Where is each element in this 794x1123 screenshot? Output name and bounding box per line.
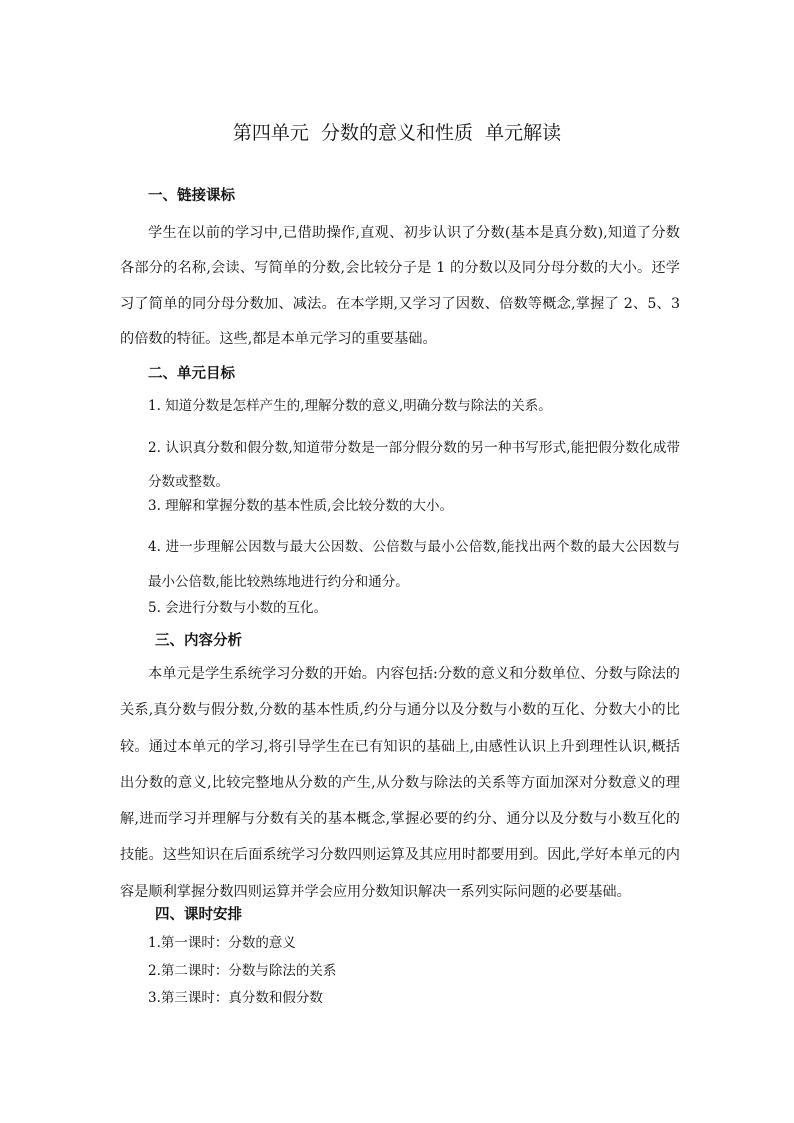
document-title: 第四单元 分数的意义和性质 单元解读 (232, 122, 562, 144)
schedule-item: 1.第一课时：分数的意义 (148, 935, 296, 951)
section-heading-unit-goals: 二、单元目标 (148, 366, 235, 382)
section-paragraph-content-analysis: 本单元是学生系统学习分数的开始。内容包括:分数的意义和分数单位、分数与除法的关系,真分数与假分数,分数的基本性质,约分与通分以及分数与小数的互化、分数大小的比较。通过本单元的学习,将引导学生在已有知识的基础上,由感性认识上升到理性认识,概括出分数的意义,比较完整地从分数的产生,从分数与除法的关系等方面加深对分数意义的理解,进而学习并理解与分数有关的基本概念,掌握必要的约分、通分以及分数与小数互化的技能。这些知识在后面系统学习分数四则运算及其应用时都要用到。因此,学好本单元的内容是顺利掌握分数四则运算并学会应用分数知识解决一系列实际问题的必要基础。 (120, 666, 680, 900)
goal-item-text: 4. 进一步理解公因数与最大公因数、公倍数与最小公倍数,能找出两个数的最大公因数与最小公倍数,能比较熟练地进行约分和通分。 (148, 539, 680, 590)
goal-item: 3. 理解和掌握分数的基本性质,会比较分数的大小。 (148, 498, 453, 514)
goal-item: 1. 知道分数是怎样产生的,理解分数的意义,明确分数与除法的关系。 (148, 398, 552, 414)
goal-item-text: 2. 认识真分数和假分数,知道带分数是一部分假分数的另一种书写形式,能把假分数化成带分数或整数。 (148, 440, 680, 490)
section-paragraph-curriculum-link: 学生在以前的学习中,已借助操作,直观、初步认识了分数(基本是真分数),知道了分数各部分的名称,会读、写简单的分数,会比较分子是 1 的分数以及同分母分数的大小。还学习了简单的同分母分数加、减法。在本学期,又学习了因数、倍数等概念,掌握了 2、5、3 的倍数的特征。这些,都是本单元学习的重要基础。 (120, 225, 680, 348)
goal-item (148, 530, 680, 600)
section-heading-lesson-schedule: 四、课时安排 (155, 907, 242, 923)
schedule-item: 3.第三课时：真分数和假分数 (148, 990, 323, 1006)
section-heading-curriculum-link: 一、链接课标 (148, 188, 235, 204)
goal-item (148, 431, 680, 499)
goal-item: 5. 会进行分数与小数的互化。 (148, 600, 328, 616)
section-heading-content-analysis: 三、内容分析 (155, 633, 242, 649)
schedule-item: 2.第二课时：分数与除法的关系 (148, 963, 337, 979)
